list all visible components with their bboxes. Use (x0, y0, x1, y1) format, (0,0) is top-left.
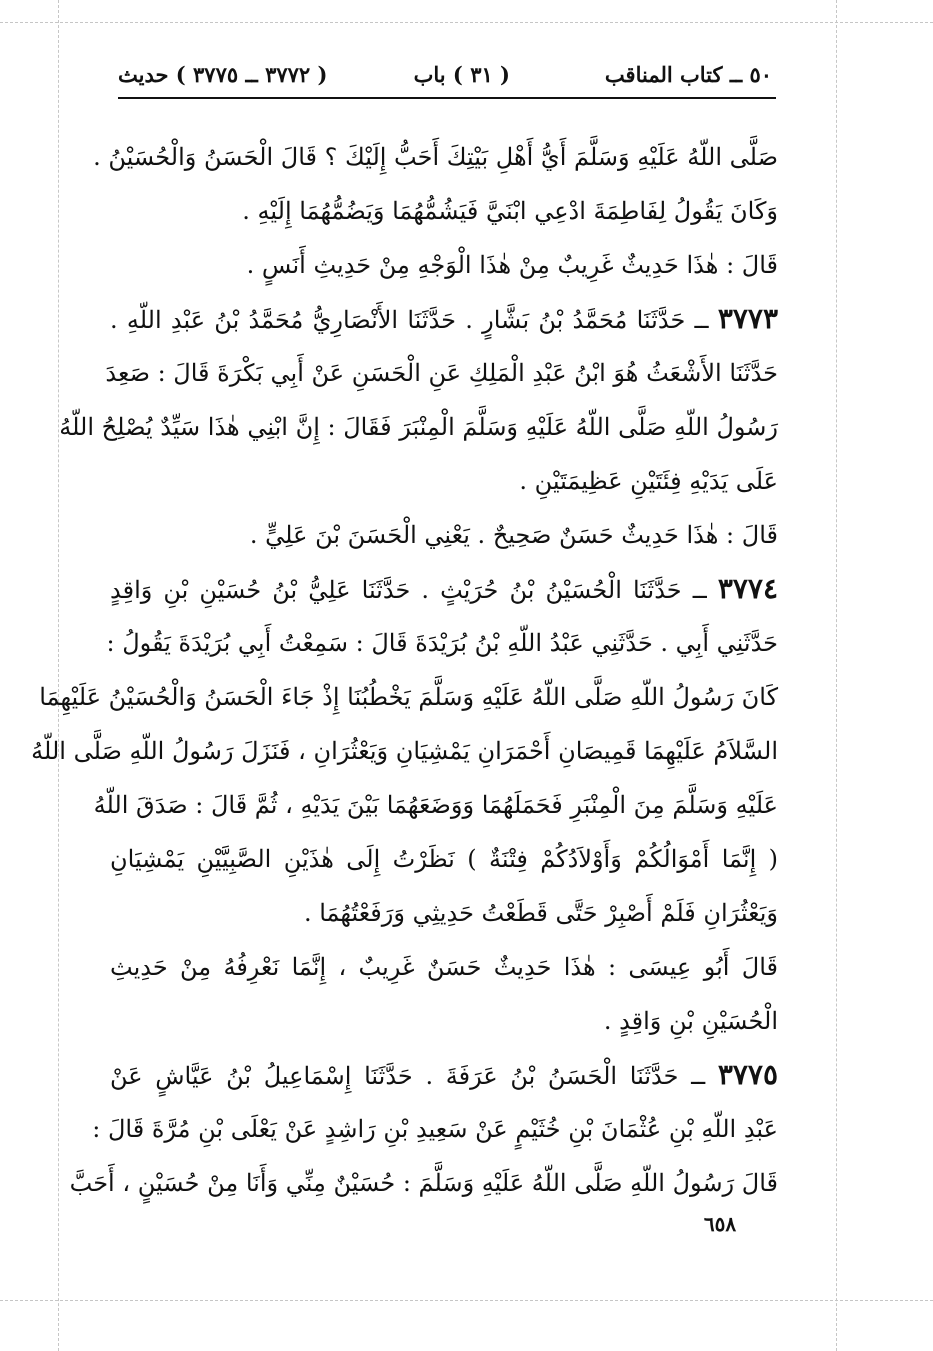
text-line: ٣٧٧٥ ــ حَدَّثَنَا الْحَسَنُ بْنُ عَرَفَةَ . حَدَّثَنَا إِسْمَاعِيلُ بْنُ عَيَّاشٍ عَنْ (110, 1058, 778, 1091)
text-line: عَلَى يَدَيْهِ فِئَتَيْنِ عَظِيمَتَيْنِ . (519, 467, 778, 495)
text-line: كَانَ رَسُولُ اللّهِ صَلَّى اللّهُ عَلَيْهِ وَسَلَّمَ يَخْطُبُنَا إِذْ جَاءَ الْحَسَنُ وَالْحُسَيْنُ عَلَيْهِمَا (39, 683, 778, 711)
text-line: عَبْدِ اللّهِ بْنِ عُثْمَانَ بْنِ خُثَيْمٍ عَنْ سَعِيدِ بْنِ رَاشِدٍ عَنْ يَعْلَى بْنِ مُرَّةَ قَالَ : (92, 1115, 778, 1143)
text-line: الْحُسَيْنِ بْنِ وَاقِدٍ . (603, 1007, 778, 1035)
text-line: قَالَ أَبُو عِيسَى : هٰذَا حَدِيثٌ حَسَنٌ غَرِيبٌ ، إِنَّمَا نَعْرِفُهُ مِنْ حَدِيثِ (110, 953, 778, 981)
scan-guide-line (0, 22, 933, 23)
text-line: رَسُولُ اللّهِ صَلَّى اللّهُ عَلَيْهِ وَسَلَّمَ الْمِنْبَرَ فَقَالَ : إِنَّ ابْنِي هٰذَا سَيِّدٌ يُصْلِحُ اللّهُ (59, 413, 778, 441)
text-line: قَالَ رَسُولُ اللّهِ صَلَّى اللّهُ عَلَيْهِ وَسَلَّمَ : حُسَيْنٌ مِنِّي وَأَنَا مِنْ حُسَيْنٍ ، أَحَبَّ (69, 1169, 778, 1197)
text-line: السَّلاَمُ عَلَيْهِمَا قَمِيصَانِ أَحْمَرَانِ يَمْشِيَانِ وَيَعْثُرَانِ ، فَنَزَلَ رَسُولُ اللّهِ صَلَّى اللّهُ (31, 737, 778, 765)
text-line: عَلَيْهِ وَسَلَّمَ مِنَ الْمِنْبَرِ فَحَمَلَهُمَا وَوَضَعَهُمَا بَيْنَ يَدَيْهِ ، ثُمَّ قَالَ : صَدَقَ اللّهُ (93, 791, 778, 819)
text-line: ( إِنَّمَا أَمْوَالُكُمْ وَأَوْلاَدُكُمْ فِتْنَةٌ ) نَظَرْتُ إِلَى هٰذَيْنِ الصَّبِيَّيْنِ يَمْشِيَانِ (110, 845, 778, 873)
hadith-number: ٣٧٧٣ (717, 302, 778, 335)
header-hadith-range: ( ٣٧٧٢ ــ ٣٧٧٥ ) حديث (118, 62, 328, 87)
header-rule (118, 97, 776, 99)
text-line: وَيَعْثُرَانِ فَلَمْ أَصْبِرْ حَتَّى قَطَعْتُ حَدِيثِي وَرَفَعْتُهُمَا . (303, 899, 778, 927)
text-line: ٣٧٧٤ ــ حَدَّثَنَا الْحُسَيْنُ بْنُ حُرَيْثٍ . حَدَّثَنَا عَلِيُّ بْنُ حُسَيْنِ بْنِ وَاقِدٍ (110, 572, 778, 605)
text-line: قَالَ : هٰذَا حَدِيثٌ حَسَنٌ صَحِيحٌ . يَعْنِي الْحَسَنَ بْنَ عَلِيٍّ . (249, 521, 778, 549)
text-line: صَلَّى اللّهُ عَلَيْهِ وَسَلَّمَ أَيُّ أَهْلِ بَيْتِكَ أَحَبُّ إِلَيْكَ ؟ قَالَ الْحَسَنُ وَالْحُسَيْنُ . (93, 143, 778, 171)
page-number: ٦٥٨ (703, 1212, 737, 1236)
text-line: حَدَّثَنَا الأَشْعَثُ هُوَ ابْنُ عَبْدِ الْمَلِكِ عَنِ الْحَسَنِ عَنْ أَبِي بَكْرَةَ قَالَ : صَعِدَ (105, 359, 778, 387)
text-line: وَكَانَ يَقُولُ لِفَاطِمَةَ ادْعِي ابْنَيَّ فَيَشُمُّهُمَا وَيَضُمُّهُمَا إِلَيْهِ . (242, 197, 778, 225)
text-line: حَدَّثَنِي أَبِي . حَدَّثَنِي عَبْدُ اللّهِ بْنُ بُرَيْدَةَ قَالَ : سَمِعْتُ أَبِي بُرَيْدَةَ يَقُولُ : (106, 629, 778, 657)
scan-guide-line (0, 1300, 933, 1301)
hadith-number: ٣٧٧٤ (717, 572, 778, 605)
text-line: ٣٧٧٣ ــ حَدَّثَنَا مُحَمَّدُ بْنُ بَشَّارٍ . حَدَّثَنَا الأَنْصَارِيُّ مُحَمَّدُ بْنُ عَبْدِ اللّهِ . (110, 302, 778, 335)
header-chapter: ( ٣١ ) باب (413, 62, 510, 87)
hadith-number: ٣٧٧٥ (717, 1058, 778, 1091)
running-header (118, 56, 772, 96)
header-book-title: ٥٠ ــ كتاب المناقب (604, 62, 772, 87)
scan-guide-line (836, 0, 837, 1351)
text-line: قَالَ : هٰذَا حَدِيثٌ غَرِيبٌ مِنْ هٰذَا الْوَجْهِ مِنْ حَدِيثِ أَنَسٍ . (246, 251, 778, 279)
